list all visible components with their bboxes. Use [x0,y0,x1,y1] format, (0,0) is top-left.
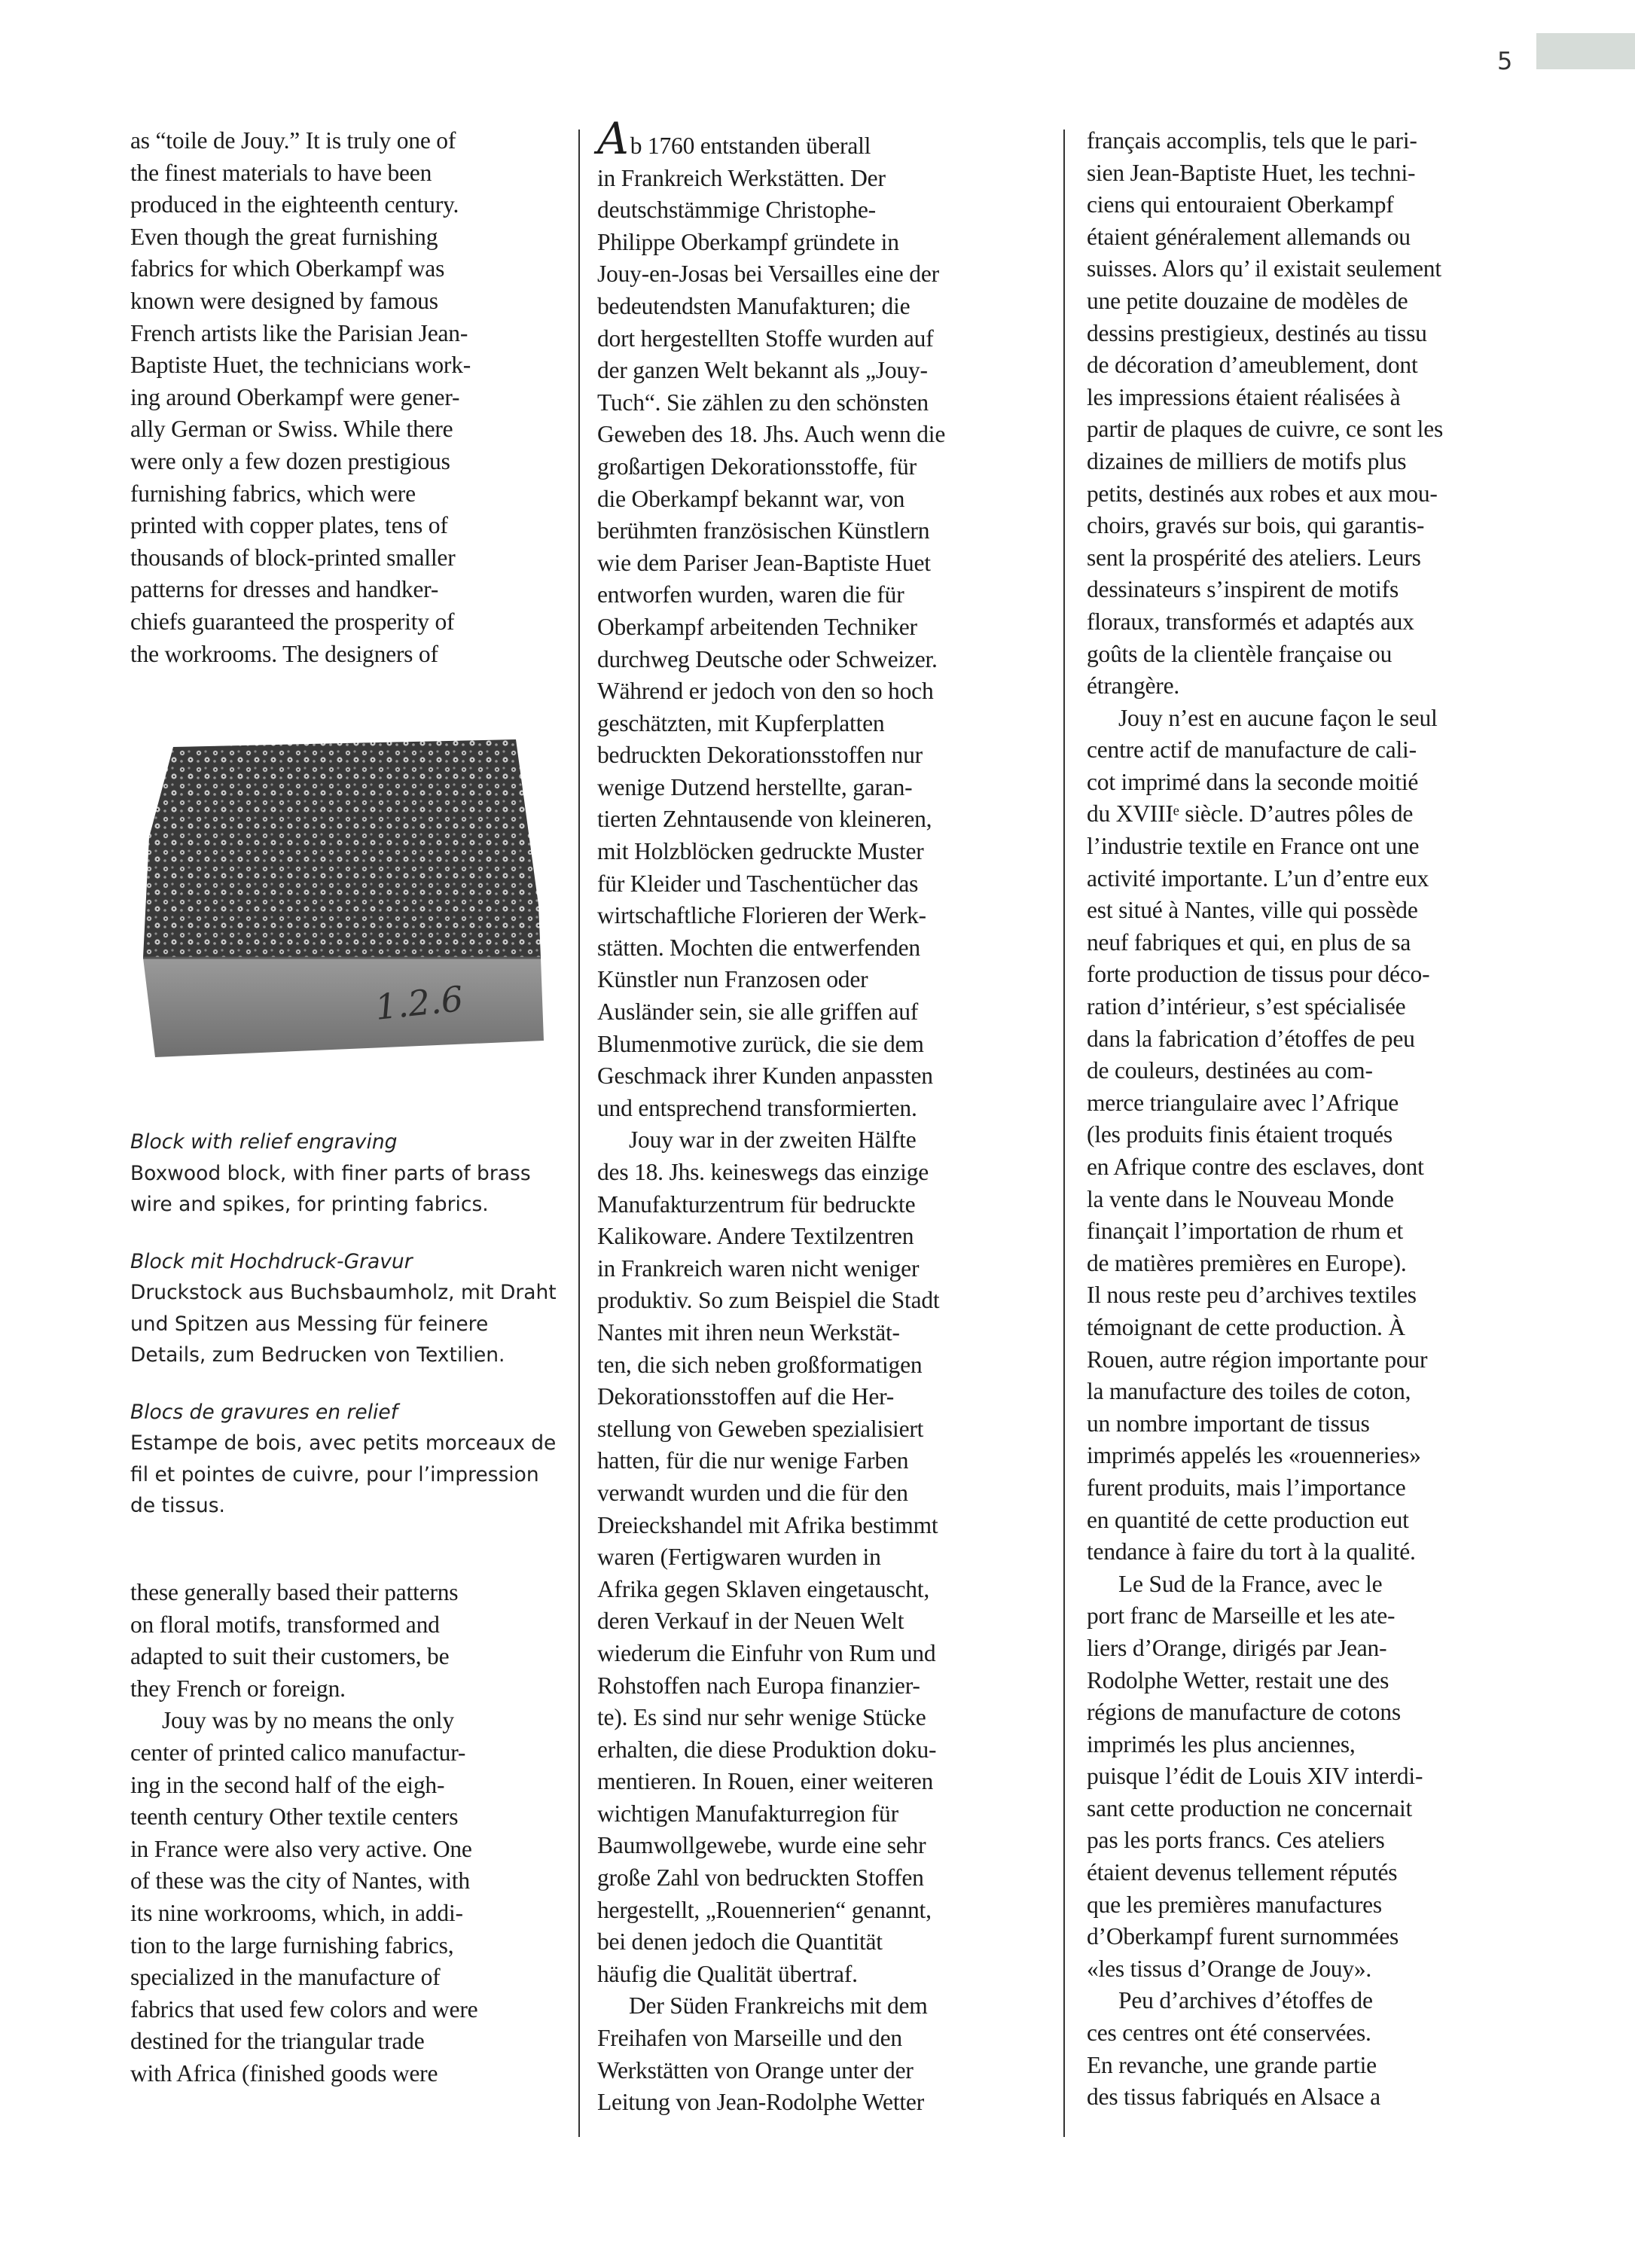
text-line: témoignant de cette production. À [1087,1313,1405,1340]
text-line: wie dem Pariser Jean-Baptiste Huet [597,549,931,576]
text-line: stätten. Mochten die entwerfenden [597,934,920,961]
text-line: En revanche, une grande partie [1087,2051,1377,2078]
text-line: großartigen Dekorationsstoffe, für [597,453,917,480]
text-line: the finest materials to have been [130,159,432,186]
text-line: finançait l’importation de rhum et [1087,1218,1404,1245]
text-line: Rohstoffen nach Europa finanzier- [597,1672,920,1699]
caption-english-title: Block with relief engraving [130,1130,398,1154]
text-line: l’industrie textile en France ont une [1087,833,1420,860]
text-line: erhalten, die diese Produktion doku- [597,1736,937,1763]
text-line: of these was the city of Nantes, with [130,1867,470,1895]
text-line: tierten Zehntausende von kleineren, [597,806,932,833]
text-line: Philippe Oberkampf gründete in [597,228,899,255]
caption-line: Boxwood block, with finer parts of brass [130,1161,531,1185]
text-line: bedruckten Dekorationsstoffen nur [597,742,923,769]
text-line: Freihafen von Marseille und den [597,2025,902,2052]
text-line: Kalikoware. Andere Textilzentren [597,1223,914,1250]
text-line: port franc de Marseille et les ate- [1087,1602,1396,1629]
text-line: known were designed by famous [130,287,438,314]
text-line: Jouy was by no means the only [162,1707,454,1734]
text-line: Le Sud de la France, avec le [1118,1570,1383,1597]
text-line: tion to the large furnishing fabrics, [130,1931,454,1959]
text-line: de décoration d’ameublement, dont [1087,352,1418,379]
text-line: ciens qui entouraient Oberkampf [1087,191,1394,218]
text-line: en quantité de cette production eut [1087,1506,1409,1533]
text-line: durchweg Deutsche oder Schweizer. [597,645,938,672]
text-line: furent produits, mais l’importance [1087,1474,1406,1501]
text-line: entworfen wurden, waren die für [597,581,904,608]
column-divider [578,130,580,2137]
text-line: stellung von Geweben spezialisiert [597,1415,924,1442]
text-line: verwandt wurden und die für den [597,1479,908,1506]
caption-french-title: Blocs de gravures en relief [130,1400,398,1424]
german-column [597,113,1034,2119]
text-line: waren (Fertigwaren wurden in [597,1544,881,1571]
text-line: Jouy n’est en aucune façon le seul [1118,704,1438,731]
text-line: étrangère. [1087,672,1180,700]
text-line: große Zahl von bedruckten Stoffen [597,1864,924,1892]
text-line: produktiv. So zum Beispiel die Stadt [597,1287,940,1314]
text-line: la vente dans le Nouveau Monde [1087,1185,1394,1212]
text-line: center of printed calico manufactur- [130,1739,466,1766]
text-line: produced in the eighteenth century. [130,191,459,218]
text-line: fabrics for which Oberkampf was [130,255,445,282]
english-column-top [130,125,552,670]
text-line [597,113,1034,164]
text-line: sent la prospérité des ateliers. Leurs [1087,544,1421,571]
text-line: liers d’Orange, dirigés par Jean- [1087,1634,1387,1661]
text-line: wichtigen Manufakturregion für [597,1800,898,1827]
text-line: furnishing fabrics, which were [130,480,416,507]
text-line: Oberkampf arbeitenden Techniker [597,613,917,640]
text-line: est situé à Nantes, ville qui possède [1087,897,1418,924]
text-line: patterns for dresses and handker- [130,576,439,603]
caption-line: Druckstock aus Buchsbaumholz, mit Draht [130,1281,557,1304]
text-line: wenige Dutzend herstellte, garan- [597,773,913,800]
text-line: Während er jedoch von den so hoch [597,678,934,705]
text-line: chiefs guaranteed the prosperity of [130,608,455,635]
column-divider [1063,130,1065,2137]
text-line: Jouy war in der zweiten Hälfte [629,1126,917,1154]
text-line: Ausländer sein, sie alle griffen auf [597,998,919,1026]
text-line: adapted to suit their customers, be [130,1643,450,1670]
text-line: du XVIIIᵉ siècle. D’autres pôles de [1087,800,1414,828]
text-line: ing around Oberkampf were gener- [130,383,460,410]
text-line: d’Oberkampf furent surnommées [1087,1923,1399,1950]
caption-line: wire and spikes, for printing fabrics. [130,1193,489,1216]
text-line: mit Holzblöcken gedruckte Muster [597,838,924,865]
text-line: puisque l’édit de Louis XIV interdi- [1087,1763,1423,1790]
text-line: hergestellt, „Rouennerien“ genannt, [597,1896,932,1923]
text-line: Tuch“. Sie zählen zu den schönsten [597,389,929,416]
text-line: Dreieckshandel mit Afrika bestimmt [597,1511,938,1538]
text-line: dessins prestigieux, destinés au tissu [1087,319,1427,346]
text-line: in Frankreich waren nicht weniger [597,1254,920,1282]
text-line: und entsprechend transformierten. [597,1094,917,1121]
text-line: ally German or Swiss. While there [130,416,453,443]
text-line: Werkstätten von Orange unter der [597,2056,914,2084]
text-line: geschätzten, mit Kupferplatten [597,709,885,736]
text-line: French artists like the Parisian Jean- [130,319,468,346]
text-line: cot imprimé dans la seconde moitié [1087,768,1419,795]
caption-line: fil et pointes de cuivre, pour l’impression [130,1462,539,1486]
text-line: die Oberkampf bekannt war, von [597,485,905,512]
text-line: un nombre important de tissus [1087,1410,1370,1437]
text-line: sien Jean-Baptiste Huet, les techni- [1087,159,1416,186]
text-line: hatten, für die nur wenige Farben [597,1447,909,1474]
figure-captions [130,1126,560,1547]
text-line: des 18. Jhs. keineswegs das einzige [597,1159,929,1185]
text-line: these generally based their patterns [130,1579,459,1605]
text-line: dort hergestellten Stoffe wurden auf [597,325,934,352]
english-column-bottom [130,1577,552,2090]
text-line: Even though the great furnishing [130,223,438,250]
text-line: specialized in the manufacture of [130,1964,441,1991]
text-line: berühmten französischen Künstlern [597,517,930,544]
text-line: Afrika gegen Sklaven eingetauscht, [597,1575,930,1602]
page-corner-tab [1536,33,1635,69]
text-line: français accomplis, tels que le pari- [1087,127,1417,154]
text-line: étaient généralement allemands ou [1087,223,1411,250]
text-line: régions de manufacture de cotons [1087,1699,1401,1726]
caption-line: Estampe de bois, avec petits morceaux de [130,1431,557,1455]
text-line: goûts de la clientèle française ou [1087,640,1392,667]
text-line: deutschstämmige Christophe- [597,197,876,224]
french-column [1087,125,1524,2114]
caption-german [130,1246,560,1371]
text-line: wiederum die Einfuhr von Rum und [597,1639,936,1666]
printing-block-photo [128,732,550,1063]
text-line: floraux, transformés et adaptés aux [1087,608,1414,635]
text-line: in Frankreich Werkstätten. Der [597,164,886,191]
text-line: Rodolphe Wetter, restait une des [1087,1666,1389,1693]
text-line: une petite douzaine de modèles de [1087,287,1408,314]
text-line: les impressions étaient réalisées à [1087,383,1401,410]
text-line: des tissus fabriqués en Alsace a [1087,2084,1380,2111]
text-line: sant cette production ne concernait [1087,1794,1413,1821]
text-line: für Kleider und Taschentücher das [597,870,919,897]
text-line: bei denen jedoch die Quantität [597,1928,883,1956]
text-line: wirtschaftliche Florieren der Werk- [597,902,926,929]
text-line: que les premières manufactures [1087,1891,1382,1918]
text-line: dizaines de milliers de motifs plus [1087,447,1407,474]
text-line: Rouen, autre région importante pour [1087,1346,1428,1373]
text-line: Geschmack ihrer Kunden anpassten [597,1062,933,1090]
text-line: they French or foreign. [130,1675,346,1702]
text-line: fabrics that used few colors and were [130,1995,478,2023]
text-line: choirs, gravés sur bois, qui garantis- [1087,512,1425,539]
text-line: la manufacture des toiles de coton, [1087,1378,1411,1405]
block-inscription: 1.2.6 [373,978,465,1028]
text-line: häufig die Qualität übertraf. [597,1960,858,1987]
text-line: ing in the second half of the eigh- [130,1771,445,1798]
text-line: merce triangulaire avec l’Afrique [1087,1089,1399,1116]
text-line: pas les ports francs. Ces ateliers [1087,1827,1385,1854]
text-line: Il nous reste peu d’archives textiles [1087,1282,1417,1309]
text-line: teenth century Other textile centers [130,1803,459,1831]
text-line: suisses. Alors qu’ il existait seulement [1087,255,1441,282]
text-line: de matières premières en Europe). [1087,1249,1407,1276]
text-line: petits, destinés aux robes et aux mou- [1087,480,1438,507]
text-line: dessinateurs s’inspirent de motifs [1087,576,1399,603]
caption-french [130,1397,560,1522]
text-line: activité importante. L’un d’entre eux [1087,864,1429,892]
first-line-text: b 1760 entstanden überall [630,133,871,159]
text-line: ces centres ont été conservées. [1087,2020,1371,2047]
caption-english [130,1126,560,1221]
text-line: Leitung von Jean-Rodolphe Wetter [597,2089,925,2116]
text-line: Manufakturzentrum für bedruckte [597,1190,916,1218]
text-line: Nantes mit ihren neun Werkstät- [597,1318,900,1346]
text-line: tendance à faire du tort à la qualité. [1087,1538,1416,1565]
text-line: imprimés les plus anciennes, [1087,1730,1356,1757]
text-line: Der Süden Frankreichs mit dem [629,1992,928,2020]
text-line: on floral motifs, transformed and [130,1611,440,1638]
text-line: neuf fabriques et qui, en plus de sa [1087,928,1411,956]
text-line: partir de plaques de cuivre, ce sont les [1087,416,1444,443]
text-line: centre actif de manufacture de cali- [1087,736,1417,764]
caption-line: de tissus. [130,1494,225,1517]
text-line: te). Es sind nur sehr wenige Stücke [597,1704,926,1731]
caption-line: und Spitzen aus Messing für feinere [130,1312,489,1336]
text-line: en Afrique contre des esclaves, dont [1087,1154,1424,1180]
text-line: thousands of block-printed smaller [130,544,456,571]
text-line: deren Verkauf in der Neuen Welt [597,1608,904,1635]
text-line: Baptiste Huet, the technicians work- [130,352,471,379]
text-line: forte production de tissus pour déco- [1087,961,1430,988]
text-line: Blumenmotive zurück, die sie dem [597,1030,924,1057]
text-line: the workrooms. The designers of [130,640,438,667]
text-line: de couleurs, destinées au com- [1087,1057,1373,1084]
text-line: der ganzen Welt bekannt als „Jouy- [597,357,928,384]
text-line: dans la fabrication d’étoffes de peu [1087,1025,1415,1052]
text-line: printed with copper plates, tens of [130,512,448,539]
text-line: Geweben des 18. Jhs. Auch wenn die [597,421,946,448]
text-line: with Africa (finished goods were [130,2059,438,2087]
text-line: mentieren. In Rouen, einer weiteren [597,1768,934,1795]
caption-german-title: Block mit Hochdruck-Gravur [130,1249,413,1273]
text-line: destined for the triangular trade [130,2028,425,2055]
text-line: bedeutendsten Manufakturen; die [597,292,911,319]
text-line: ration d’intérieur, s’est spécialisée [1087,993,1406,1020]
text-line: Künstler nun Franzosen oder [597,966,868,993]
text-line: (les produits finis étaient troqués [1087,1121,1392,1148]
text-line: its nine workrooms, which, in addi- [130,1899,463,1926]
text-line: Baumwollgewebe, wurde eine sehr [597,1832,926,1859]
text-line: imprimés appelés les «rouenneries» [1087,1442,1421,1469]
text-line: Peu d’archives d’étoffes de [1118,1987,1373,2014]
text-line: as “toile de Jouy.” It is truly one of [130,127,456,154]
caption-line: Details, zum Bedrucken von Textilien. [130,1343,505,1367]
text-line: in France were also very active. One [130,1835,472,1862]
text-line: étaient devenus tellement réputés [1087,1859,1398,1886]
text-line: Jouy-en-Josas bei Versailles eine der [597,261,939,288]
drop-cap: A [597,113,629,164]
text-line: were only a few dozen prestigious [130,447,450,474]
text-line: Dekorationsstoffen auf die Her- [597,1383,895,1410]
page-number: 5 [1497,47,1513,75]
text-line: ten, die sich neben großformatigen [597,1351,923,1378]
text-line: «les tissus d’Orange de Jouy». [1087,1955,1372,1982]
